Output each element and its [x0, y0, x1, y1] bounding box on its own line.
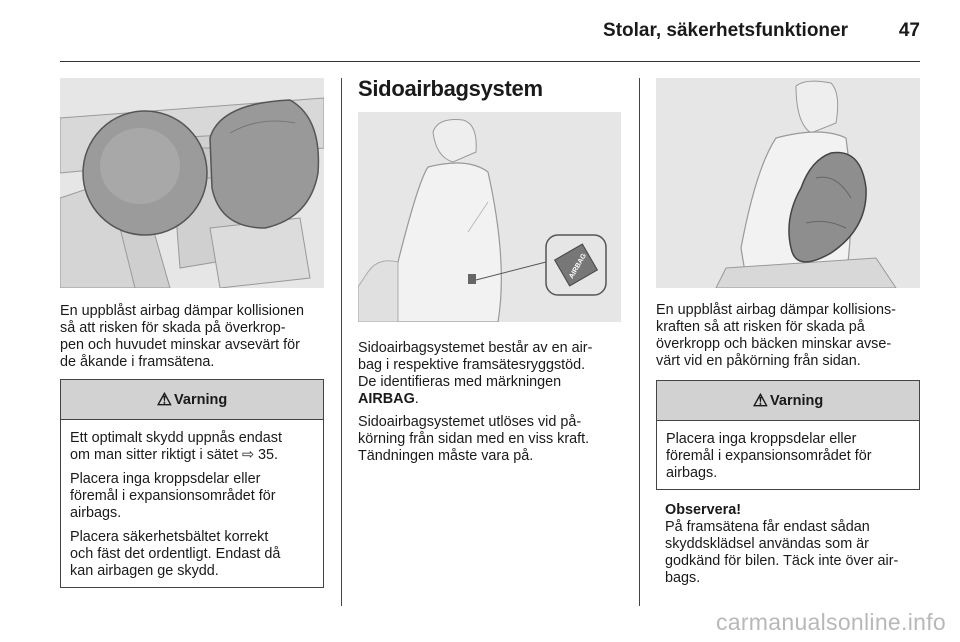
caption-line: kraften så att risken för skada på [656, 319, 865, 335]
warning-title: Varning [174, 391, 228, 408]
warning-line: airbags. [666, 465, 718, 481]
watermark: carmanualsonline.info [715, 609, 946, 635]
warning-paragraph [666, 431, 911, 482]
warning-line: airbags. [70, 505, 122, 521]
warning-line: om man sitter riktigt i sätet [70, 447, 242, 463]
warning-box-col1 [60, 379, 324, 588]
text-line: Tändningen måste vara på. [358, 448, 534, 464]
caption-line: de åkande i framsätena. [60, 354, 215, 370]
warning-paragraph [70, 529, 315, 580]
page-reference[interactable]: 35. [258, 447, 279, 463]
text-line: körning från sidan med en viss kraft. [358, 431, 590, 447]
warning-body [657, 421, 919, 495]
warning-line: Placera inga kroppsdelar eller [70, 471, 261, 487]
column-divider-1 [341, 78, 342, 606]
caption-line: värt vid en påkörning från sidan. [656, 353, 861, 369]
page-title: Stolar, säkerhetsfunktioner [603, 20, 848, 41]
airbag-label-text: AIRBAG [568, 252, 589, 280]
warning-line: föremål i expansionsområdet för [70, 488, 276, 504]
text-line: Sidoairbagsystemet består av en air- [358, 340, 593, 356]
page-number: 47 [898, 20, 920, 41]
caption-line: överkropp och bäcken minskar avse- [656, 336, 892, 352]
warning-triangle-icon: ⚠ [752, 390, 769, 410]
text-line: bag i respektive framsätesryggstöd. [358, 357, 586, 373]
airbag-marking-text: AIRBAG [358, 391, 415, 407]
warning-line: föremål i expansionsområdet för [666, 448, 872, 464]
text-line: Sidoairbagsystemet utlöses vid på- [358, 414, 582, 430]
side-airbag-deployed-illustration [656, 78, 920, 288]
paragraph [358, 340, 628, 408]
warning-line: Placera inga kroppsdelar eller [666, 431, 857, 447]
paragraph [358, 414, 628, 465]
note-line: bags. [665, 570, 701, 586]
arrow-reference-icon[interactable]: ⇨ [241, 447, 254, 463]
front-airbags-illustration [60, 78, 324, 288]
warning-header [61, 380, 323, 420]
col3-caption [656, 302, 931, 370]
warning-line: Placera säkerhetsbältet korrekt [70, 529, 269, 545]
text-line: . [414, 391, 419, 407]
warning-header [657, 381, 919, 421]
side-airbag-seat-illustration [358, 112, 621, 322]
warning-body [61, 420, 323, 593]
caption-line: En uppblåst airbag dämpar kollisionen [60, 303, 304, 319]
warning-triangle-icon: ⚠ [156, 389, 173, 409]
caption-line: En uppblåst airbag dämpar kollisions- [656, 302, 896, 318]
warning-box-col3 [656, 380, 920, 490]
column-divider-2 [639, 78, 640, 606]
warning-line: Ett optimalt skydd uppnås endast [70, 430, 282, 446]
col2-text [358, 340, 628, 471]
page-header [60, 0, 920, 62]
col1-caption [60, 303, 330, 371]
note-line: skyddsklädsel användas som är [665, 536, 869, 552]
warning-line: och fäst det ordentligt. Endast då [70, 546, 281, 562]
warning-paragraph [70, 471, 315, 522]
note-line: godkänd för bilen. Täck inte över air- [665, 553, 899, 569]
warning-title: Varning [770, 392, 824, 409]
warning-paragraph [70, 430, 315, 464]
note-title: Observera! [665, 502, 741, 518]
caption-line: pen och huvudet minskar avsevärt för [60, 337, 300, 353]
warning-line: kan airbagen ge skydd. [70, 563, 219, 579]
note [665, 502, 930, 587]
note-line: På framsätena får endast sådan [665, 519, 870, 535]
text-line: De identifieras med märkningen [358, 374, 562, 390]
section-title: Sidoairbagsystem [358, 76, 543, 101]
caption-line: så att risken för skada på överkrop- [60, 320, 286, 336]
